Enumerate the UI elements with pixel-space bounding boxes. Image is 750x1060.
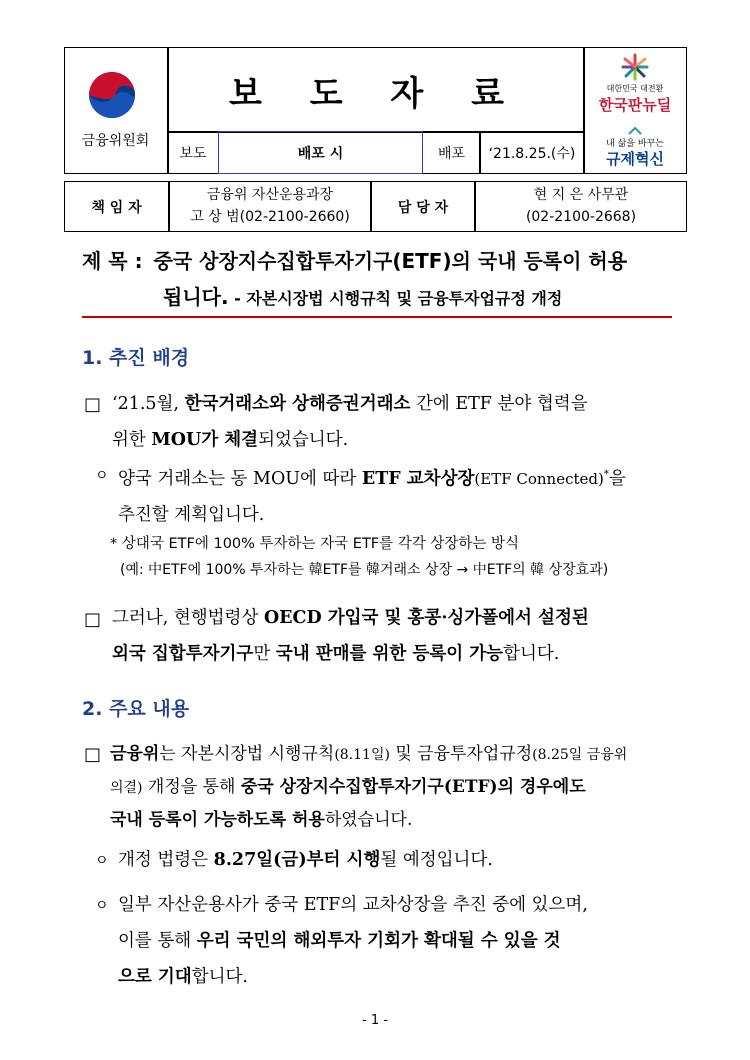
chevron-up-icon [585, 126, 685, 136]
s1p1-f: 되었습니다. [258, 430, 349, 450]
s2p1-e: (8.25일 금융위 [532, 747, 628, 763]
s1p3-e: 국내 판매를 위한 등록이 가능 [275, 644, 504, 664]
s2p1-b: 는 자본시장법 시행규칙 [159, 744, 335, 764]
responsible-line1: 금융위 자산운용과장 [206, 187, 334, 203]
distribute-date: ‘21.8.25.(수) [488, 146, 576, 162]
new-deal-logo [585, 50, 685, 118]
page-title: 보 도 자 료 [229, 73, 522, 114]
s2p2-c: 될 예정입니다. [380, 850, 493, 870]
s2p1-j: 하였습니다. [324, 810, 413, 830]
manager-label: 담 당 자 [397, 199, 449, 216]
new-deal-burst-icon [585, 52, 685, 82]
s2p1-d: 및 금융투자업규정 [389, 744, 533, 764]
new-deal-small-text: 대한민국 대전환 [606, 83, 664, 93]
manager-line1: 현 지 은 사무관 [533, 187, 629, 203]
regulation-logo [585, 124, 685, 172]
new-deal-big-text: 한국판뉴딜 [598, 95, 672, 114]
subject-text-1: 중국 상장지수집합투자기구(ETF)의 국내 등록이 허용 [153, 249, 628, 273]
section1-bullet-square-2: □ [84, 609, 102, 630]
release-label: 보도 [179, 146, 207, 162]
regulation-big-text: 규제혁신 [606, 149, 664, 168]
s1p3-d: 만 [253, 644, 276, 664]
org-name: 금융위원회 [81, 133, 150, 149]
s1p1-c: 간에 ETF 분야 협력을 [410, 394, 588, 414]
s2p1-g: 개정을 통해 [142, 777, 241, 797]
s1p3-b: OECD 가입국 및 홍콩·싱가폴에서 설정된 [263, 608, 589, 628]
s2p2-b: 8.27일(금)부터 시행 [213, 850, 381, 870]
s2p1-f: 의결) [110, 780, 143, 796]
responsible-line2: 고 상 범(02-2100-2660) [190, 209, 350, 225]
subject-line-2 [163, 281, 683, 311]
section-2-heading: 2. 주요 내용 [82, 698, 190, 720]
government-emblem-logo [87, 70, 137, 120]
s2p3-e: 합니다. [191, 967, 248, 987]
section1-note-2: (예: 中ETF에 100% 투자하는 韓ETF를 韓거래소 상장 → 中ETF의 韓 상장효과) [120, 562, 609, 578]
s2p1-i: 국내 등록이 가능하도록 허용 [110, 810, 325, 830]
subject-text-2a: 됩니다. [163, 285, 229, 309]
s1p1-b: 한국거래소와 상해증권거래소 [184, 394, 411, 414]
s1p3-f: 합니다. [503, 644, 560, 664]
s1p1-e: MOU가 체결 [151, 430, 259, 450]
section2-bullet-circle-2: ㅇ [95, 898, 109, 914]
section1-note-1: * 상대국 ETF에 100% 투자하는 자국 ETF를 각각 상장하는 방식 [110, 536, 520, 552]
s2p3-c: 우리 국민의 해외투자 기회가 확대될 수 있을 것 [196, 931, 561, 951]
responsible-label: 책 임 자 [91, 199, 142, 216]
s1p3-c: 외국 집합투자기구 [112, 644, 254, 664]
s2p3-b: 이를 통해 [118, 931, 197, 951]
section2-bullet-square-1: □ [84, 744, 102, 765]
s1p2-a: 양국 거래소는 동 MOU에 따라 [118, 468, 362, 489]
distribute-label: 배포 [437, 146, 466, 162]
s1p3-a: 그러나, 현행법령상 [112, 608, 264, 628]
section1-paragraph-2 [118, 457, 678, 533]
s2p3-a: 일부 자산운용사가 중국 ETF의 교차상장을 추진 중에 있으며, [118, 895, 588, 915]
responsible-info [170, 184, 370, 230]
regulation-small-text: 내 삶을 바꾸는 [606, 138, 664, 149]
s1p2-d: 을 [608, 468, 626, 489]
page-number: - 1 - [362, 1012, 388, 1028]
section2-paragraph-3 [118, 887, 678, 995]
section1-paragraph-3 [112, 600, 672, 672]
s1p1-a: ‘21.5월, [112, 394, 185, 414]
subject-underline [82, 316, 672, 318]
s1p1-d: 위한 [112, 430, 152, 450]
subject-line-1 [82, 245, 682, 275]
s1p2-b: ETF 교차상장 [361, 468, 475, 489]
section-1-heading: 1. 추진 배경 [82, 347, 190, 369]
section1-bullet-circle-1: ㅇ [95, 468, 109, 484]
s2p1-h: 중국 상장지수집합투자기구(ETF)의 경우에도 [240, 777, 586, 797]
s2p2-a: 개정 법령은 [118, 850, 214, 870]
section2-bullet-circle-1: ㅇ [95, 853, 109, 869]
section1-paragraph-1 [112, 386, 672, 458]
s1p2-c: (ETF Connected) [474, 469, 604, 488]
s1p2-e: 추진할 계획입니다. [118, 504, 265, 525]
s2p1-a: 금융위 [110, 744, 160, 764]
s1p2-star: * [603, 469, 609, 480]
section1-bullet-square-1: □ [84, 394, 102, 415]
section2-paragraph-2 [118, 842, 678, 878]
subject-text-2b: - 자본시장법 시행규칙 및 금융투자업규정 개정 [228, 289, 563, 308]
manager-line2: (02-2100-2668) [525, 209, 637, 225]
s2p3-d: 으로 기대 [118, 967, 192, 987]
release-value: 배포 시 [297, 146, 344, 162]
subject-prefix: 제 목 : [82, 249, 143, 273]
s2p1-c: (8.11일) [334, 747, 390, 763]
section2-paragraph-1 [110, 738, 675, 836]
manager-info [476, 184, 686, 230]
